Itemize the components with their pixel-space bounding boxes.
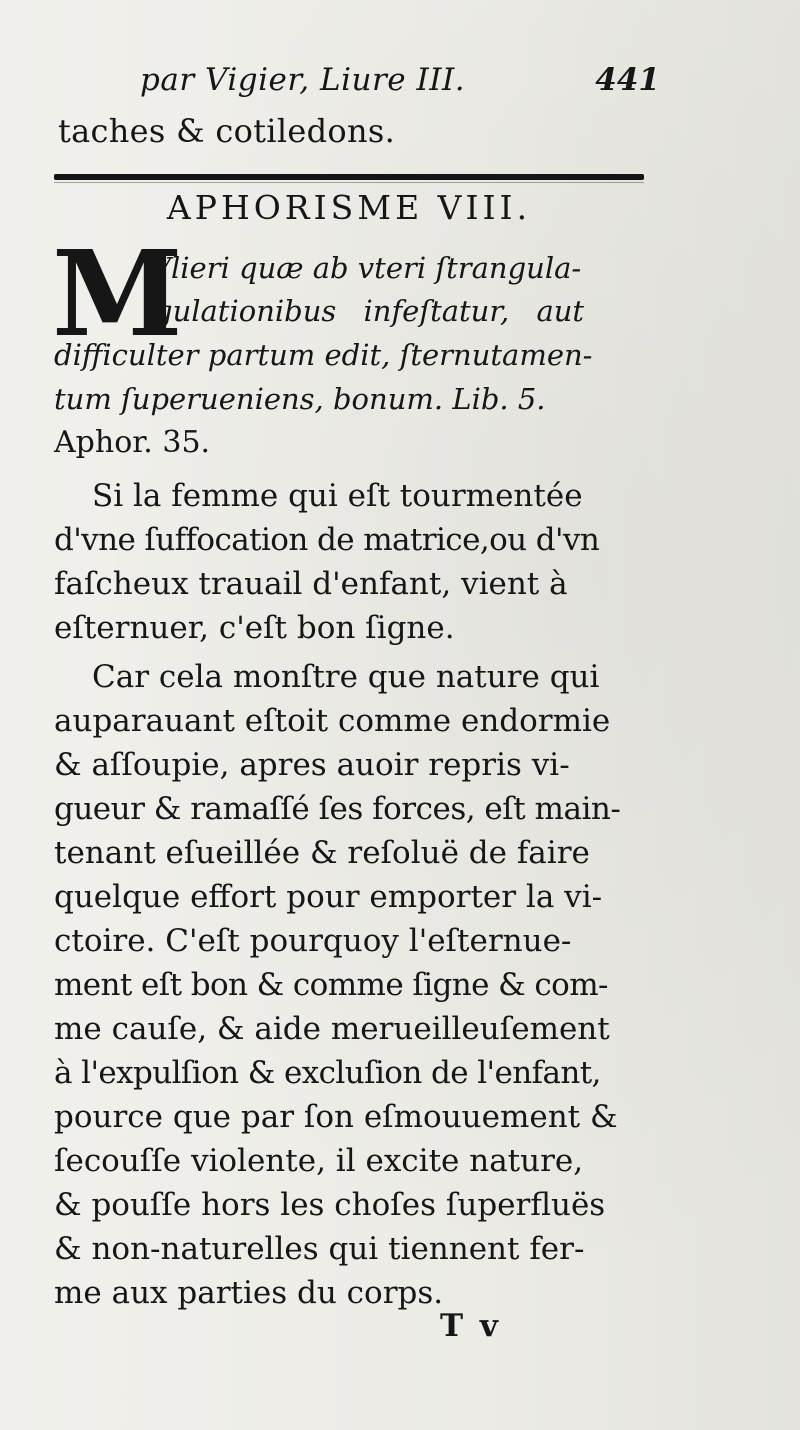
text-line: gueur & ramaſſé ſes forces, eſt main-	[54, 791, 621, 827]
text-line: ſecouſſe violente, il excite nature,	[54, 1143, 584, 1179]
aphorism-line: tum ſuperueniens, bonum. Lib. 5.	[54, 382, 546, 416]
page-header	[140, 62, 660, 106]
text-line: tenant eſueillée & reſoluë de faire	[54, 835, 590, 871]
text-line: eſternuer, c'eſt bon ſigne.	[54, 610, 455, 646]
text-line: pource que par ſon eſmouuement &	[54, 1099, 618, 1135]
text-line: à l'expulſion & excluſion de l'enfant,	[54, 1055, 601, 1091]
section-heading: APHORISME VIII.	[166, 188, 532, 227]
text-line: Car cela monſtre que nature qui	[92, 659, 600, 695]
text-line: Si la femme qui eſt tourmentée	[92, 478, 583, 514]
text-line: faſcheux trauail d'enfant, vient à	[54, 566, 568, 602]
text-line: ctoire. C'eſt pourquoy l'eſternue-	[54, 923, 572, 959]
drop-capital: M	[52, 224, 183, 363]
latin-aphorism	[52, 224, 654, 468]
section-rule	[54, 174, 644, 180]
aphorism-line: gulationibus infeſtatur, aut	[154, 294, 585, 328]
text-line: auparauant eſtoit comme endormie	[54, 703, 611, 739]
text-line: d'vne ſuffocation de matrice,ou d'vn	[54, 522, 600, 558]
text-line: & pouſſe hors les choſes ſuperfluës	[54, 1187, 606, 1223]
aphorism-line: Vlieri quæ ab vteri ſtrangula-	[150, 251, 582, 285]
aphorism-line: difficulter partum edit, ſternutamen-	[54, 338, 593, 372]
aphorism-line: Aphor. 35.	[54, 425, 211, 460]
printer-signature-mark: T v	[440, 1308, 501, 1344]
page-number: 441	[595, 62, 660, 98]
text-line: & non-naturelles qui tiennent fer-	[54, 1231, 585, 1267]
running-head: par Vigier, Liure III.	[140, 62, 466, 98]
text-line: quelque effort pour emporter la vi-	[54, 879, 603, 915]
text-line: me cauſe, & aide merueilleuſement	[54, 1011, 610, 1047]
text-line: & aſſoupie, apres auoir repris vi-	[54, 747, 570, 783]
carried-over-line: taches & cotiledons.	[58, 112, 396, 150]
text-line: me aux parties du corps.	[54, 1275, 444, 1311]
text-line: ment eſt bon & comme ſigne & com-	[54, 967, 608, 1003]
